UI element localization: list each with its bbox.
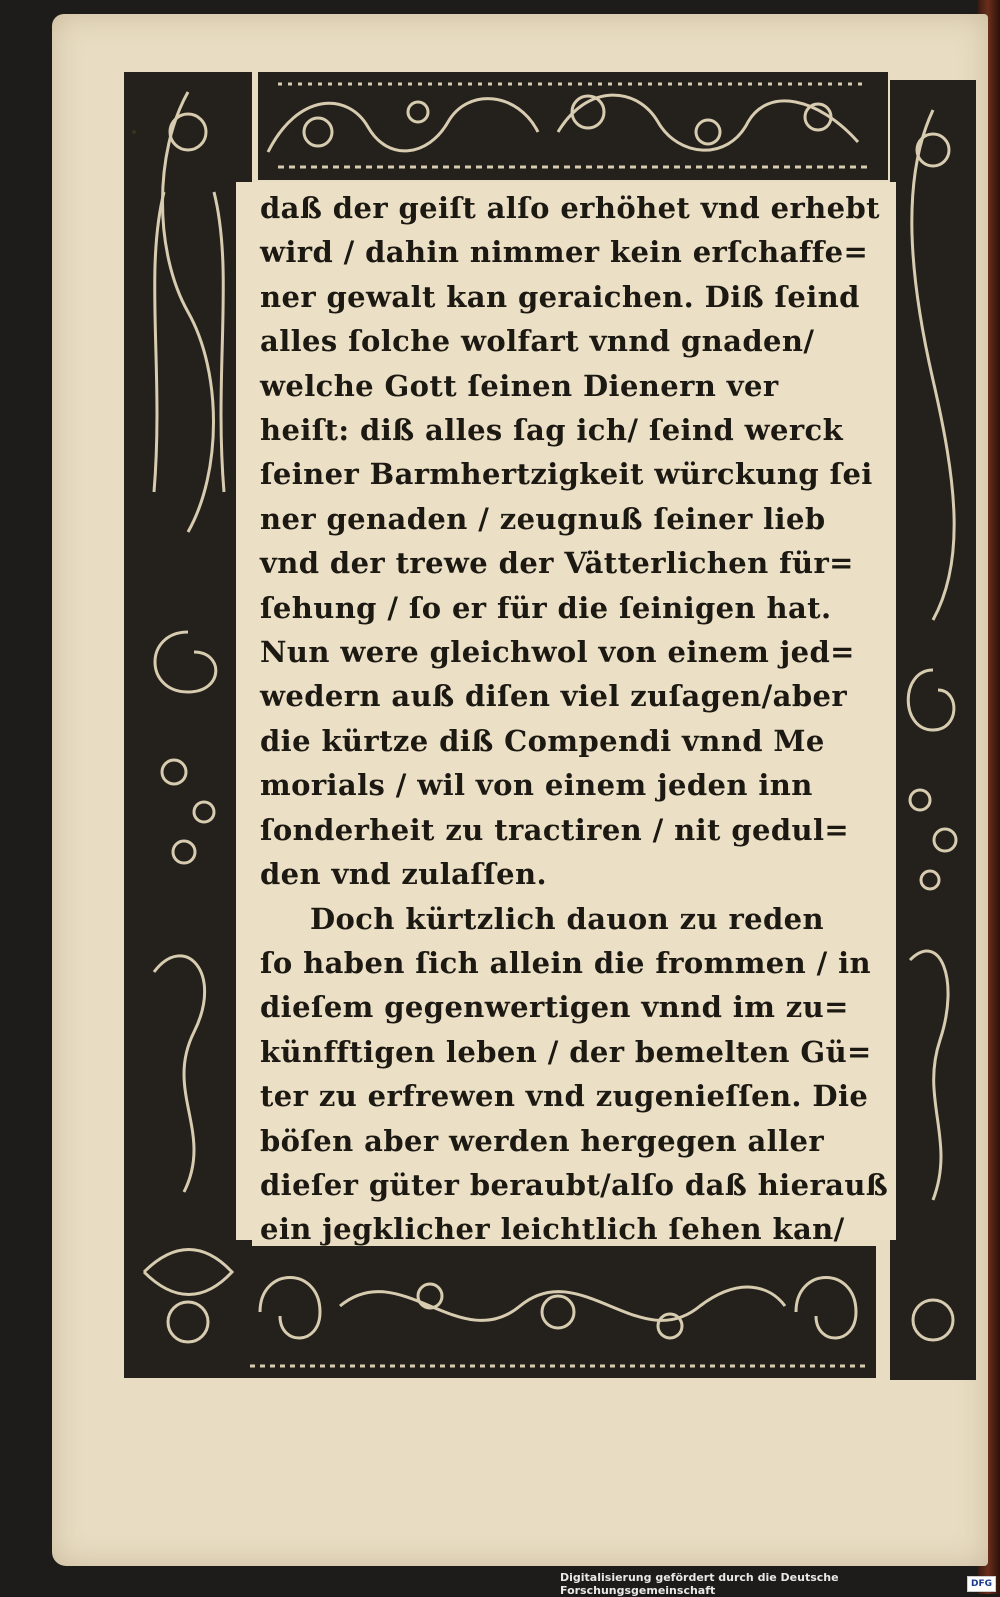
text-line: ſehung / ſo er für die ſeinigen hat. xyxy=(260,590,832,625)
text-line: heiſt: diß alles ſag ich/ ſeind werck xyxy=(260,413,844,448)
text-line: dieſer güter beraubt/alſo daß hierauß xyxy=(260,1167,889,1202)
text-line: ner genaden / zeugnuß ſeiner lieb xyxy=(260,501,826,536)
digitization-credit-text: Digitalisierung gefördert durch die Deutsche Forschungsgemeinschaft xyxy=(560,1571,839,1597)
text-line: dieſem gegenwertigen vnnd im zu= xyxy=(260,990,849,1025)
paper-speck xyxy=(132,130,136,134)
text-line: die kürtze diß Compendi vnnd Me xyxy=(260,723,825,758)
text-line: ein jegklicher leichtlich ſehen kan/ xyxy=(260,1212,845,1247)
text-line: alles ſolche wolfart vnnd gnaden/ xyxy=(260,324,815,359)
woodcut-border-left xyxy=(124,72,252,1378)
text-line: daß der geiſt alſo erhöhet vnd erhebt xyxy=(260,191,880,225)
dfg-logo: DFG xyxy=(967,1576,996,1592)
woodcut-border-bottom xyxy=(240,1246,876,1378)
text-line: vnd der trewe der Vätterlichen für= xyxy=(260,546,854,581)
text-line: ſo haben ſich allein die frommen / in xyxy=(260,945,872,980)
text-line: wedern auß diſen viel zuſagen/aber xyxy=(260,679,848,714)
text-line: den vnd zulaſſen. xyxy=(260,857,547,892)
page-text-block xyxy=(236,182,896,1247)
text-line: ſonderheit zu tractiren / nit gedul= xyxy=(260,812,850,847)
text-line: welche Gott ſeinen Dienern ver xyxy=(260,368,779,403)
text-line: böſen aber werden hergegen aller xyxy=(260,1123,825,1158)
text-line: ner gewalt kan geraichen. Diß ſeind xyxy=(260,279,860,314)
text-line: Nun were gleichwol von einem jed= xyxy=(260,635,855,670)
woodcut-border-top xyxy=(258,72,888,180)
text-line: künfftigen leben / der bemelten Gü= xyxy=(260,1034,872,1069)
digitization-credit-bar xyxy=(560,1571,1000,1597)
text-line: morials / wil von einem jeden inn xyxy=(260,768,813,803)
woodcut-border-right xyxy=(890,80,976,1380)
text-line: wird / dahin nimmer kein erſchaffe= xyxy=(260,235,869,270)
text-line: ſeiner Barmhertzigkeit würckung ſei xyxy=(260,457,873,492)
text-line: Doch kürtzlich dauon zu reden xyxy=(310,901,824,936)
text-line: ter zu erfrewen vnd zugenieſſen. Die xyxy=(260,1079,869,1114)
